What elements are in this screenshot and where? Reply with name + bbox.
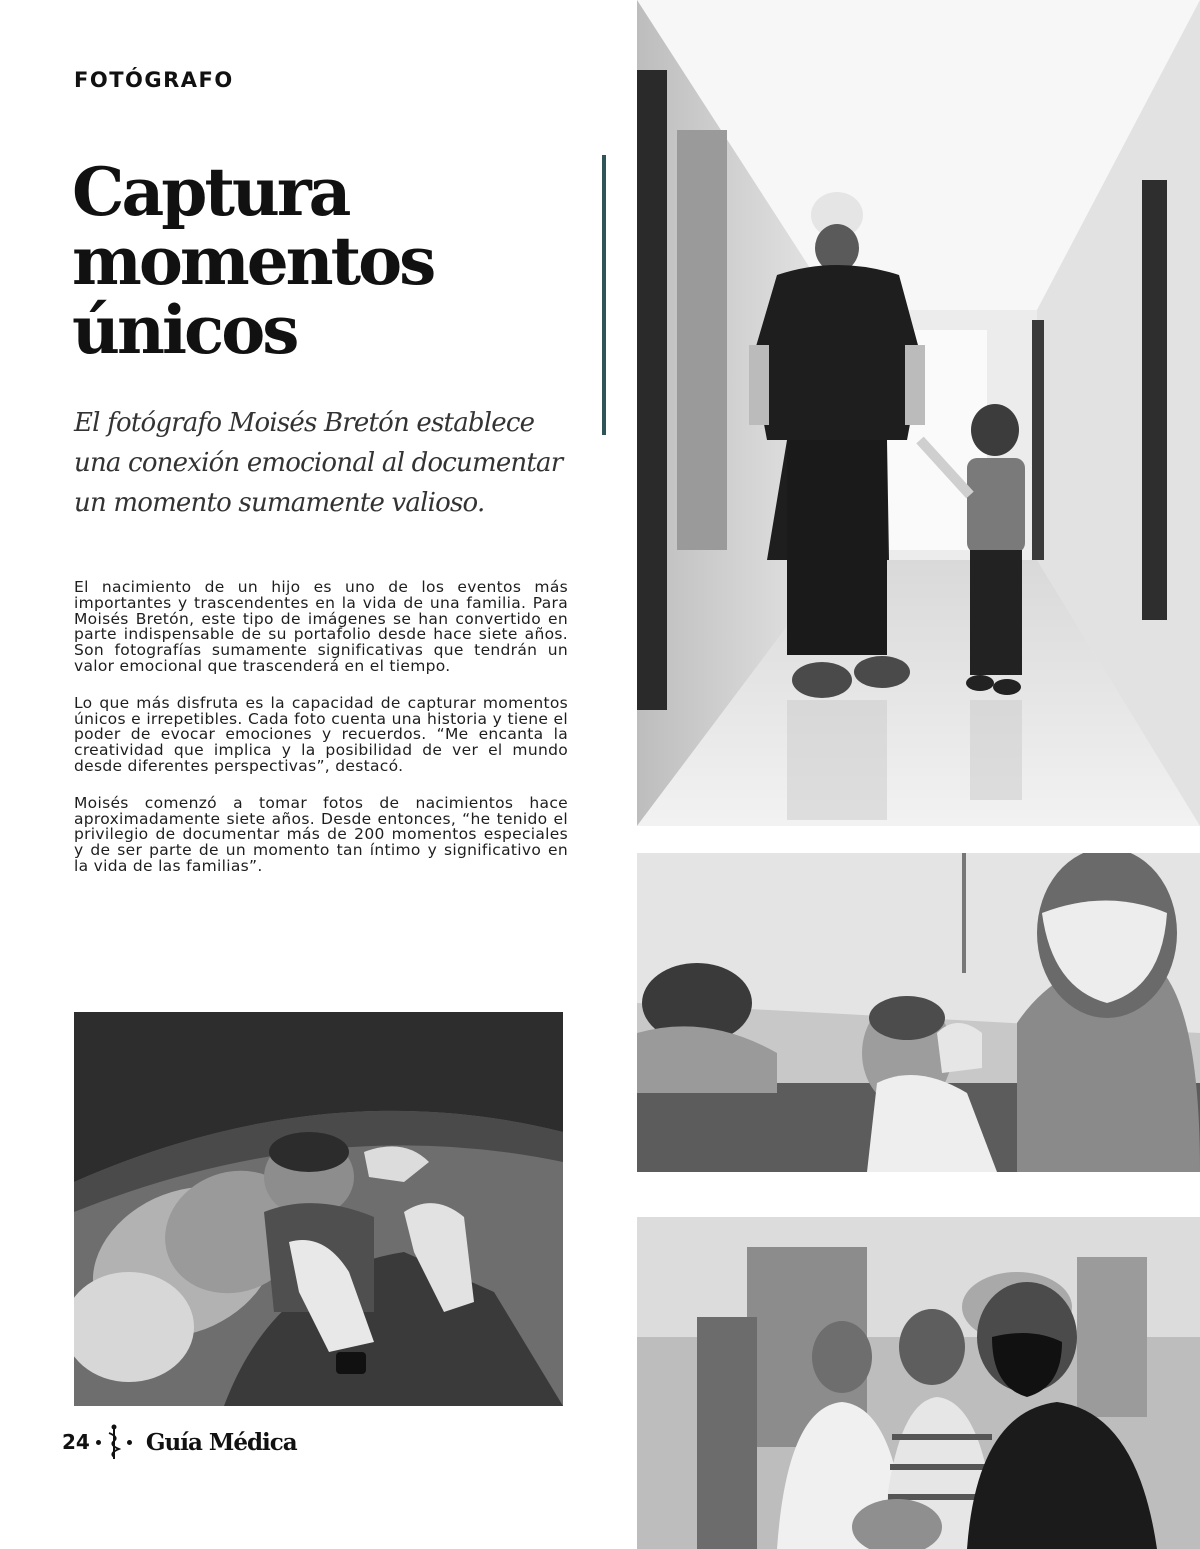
article-body: [74, 580, 568, 896]
separator-dot: [127, 1440, 132, 1445]
body-paragraph: Lo que más disfruta es la capacidad de capturar momentos únicos e irrepetibles. Cada foto cuenta una historia y tiene el poder de evocar emociones y recuerdos. “Me encanta la creatividad que implica y la posibilidad de ver el mundo desde diferentes perspectivas”, destacó.: [74, 693, 568, 775]
page-footer: [62, 1422, 297, 1462]
body-paragraph: Moisés comenzó a tomar fotos de nacimientos hace aproximadamente siete años. Desde entonces, “he tenido el privilegio de documentar más de 200 momentos especiales y de ser parte de un momento tan íntimo y significativo en la vida de las familias”.: [74, 793, 568, 875]
body-paragraph: El nacimiento de un hijo es uno de los eventos más importantes y trascendentes en la vida de una familia. Para Moisés Bretón, este tipo de imágenes se han convertido en parte indispensable de su portafolio desde hace siete años. Son fotografías sumamente significativas que tendrán un valor emocional que trascenderá en el tiempo.: [74, 578, 568, 675]
page-number: 24: [62, 1430, 90, 1454]
article-title: Captura momentos únicos: [72, 153, 434, 369]
photo-family: [637, 1217, 1200, 1549]
photo-mother-newborn: [74, 1012, 563, 1406]
caduceus-icon: [107, 1423, 121, 1461]
photo-hallway: [637, 0, 1200, 826]
accent-divider: [602, 155, 606, 435]
article-lede: El fotógrafo Moisés Bretón establece una conexión emocional al documentar un momento sumamente valioso.: [74, 408, 563, 518]
section-kicker: FOTÓGRAFO: [74, 68, 234, 92]
separator-dot: [96, 1440, 101, 1445]
photo-newborn: [637, 853, 1200, 1172]
brand-logo: Guía Médica: [145, 1428, 297, 1456]
